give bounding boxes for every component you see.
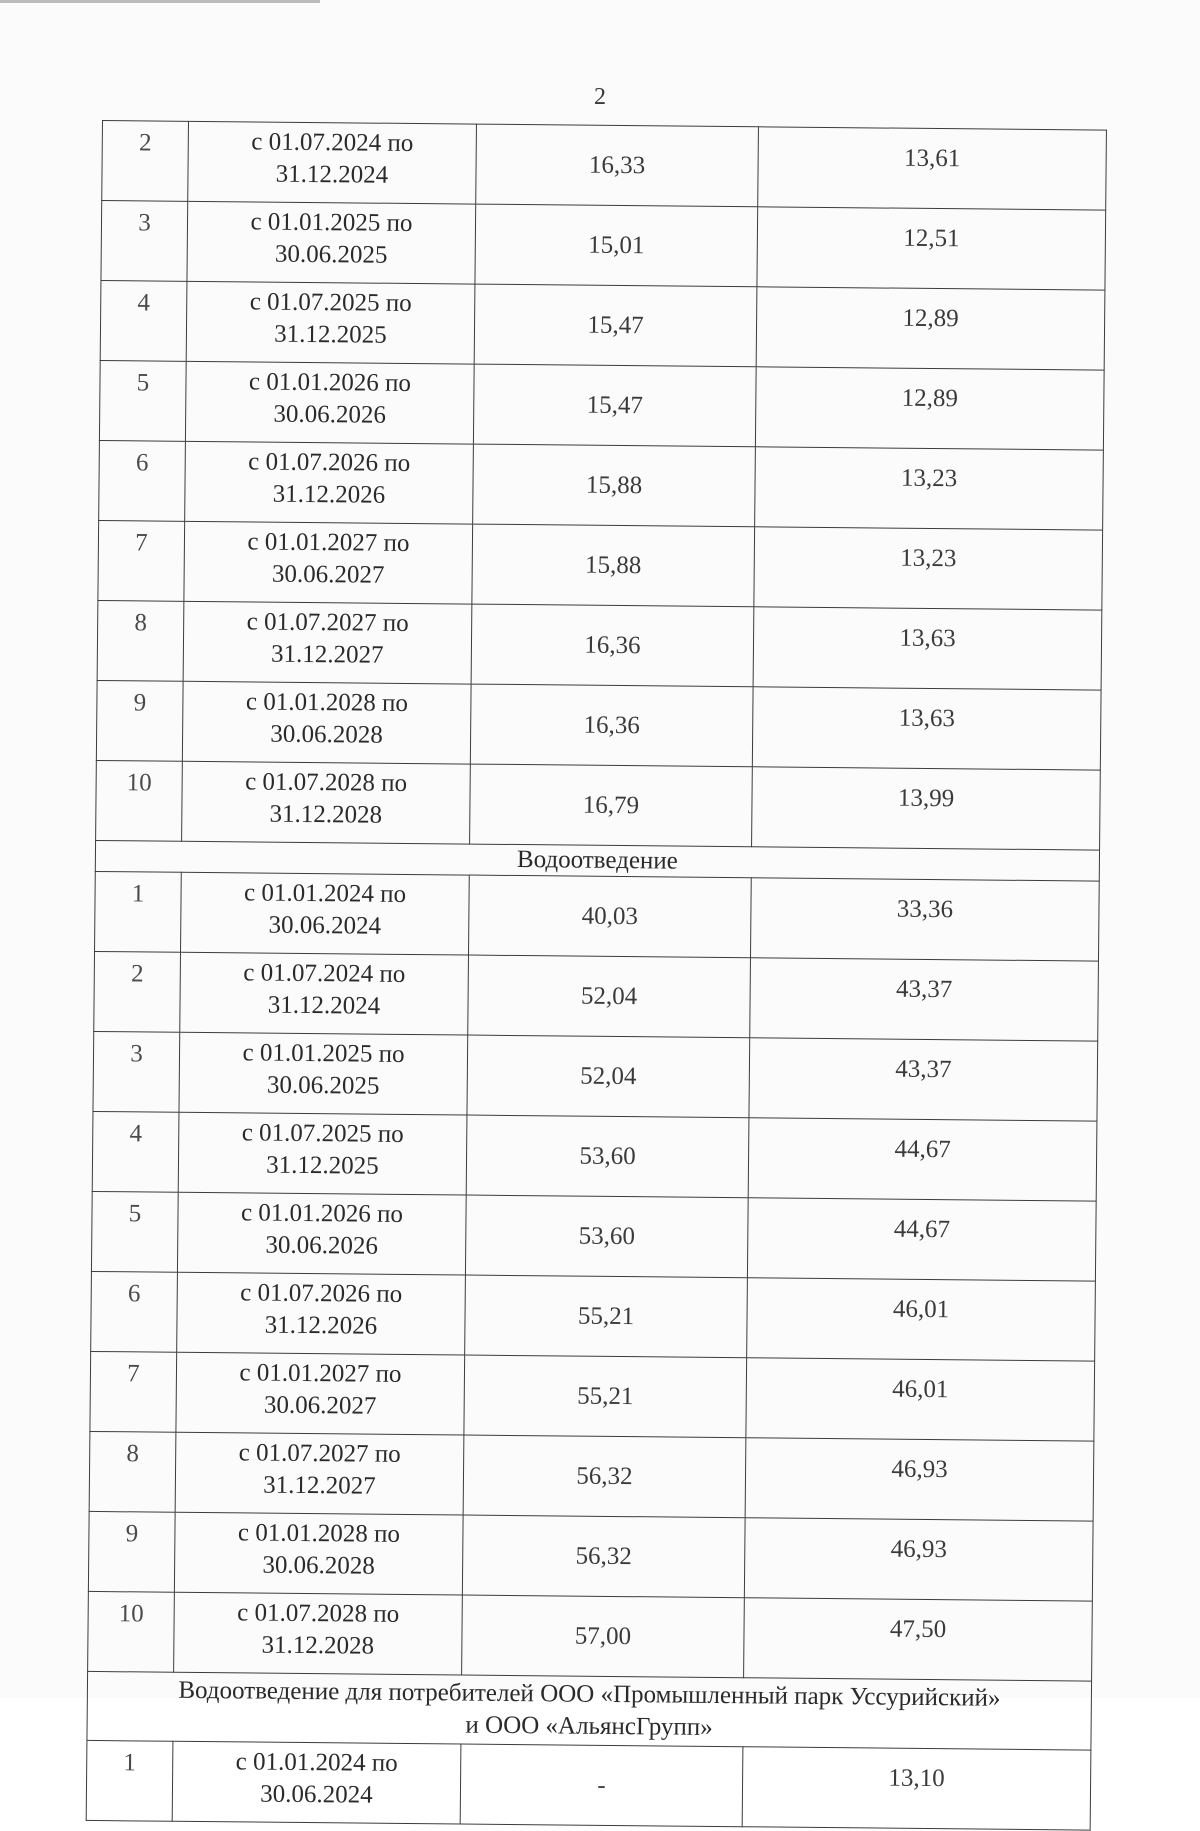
tariff-table-wrapper [86, 120, 1106, 1831]
row-number: 1 [86, 1740, 173, 1821]
tariff-value-2: 12,89 [755, 367, 1104, 450]
period-cell [188, 121, 477, 204]
period-from: с 01.07.2026 по [240, 1279, 403, 1308]
tariff-value-2: 13,23 [755, 447, 1104, 530]
period-cell [182, 681, 471, 764]
row-number: 5 [99, 360, 186, 441]
period-cell [179, 1032, 468, 1115]
row-number: 1 [95, 871, 182, 952]
period-to: 30.06.2027 [271, 560, 385, 589]
period-cell [178, 1112, 467, 1195]
period-to: 31.12.2027 [263, 1471, 376, 1500]
row-number: 4 [92, 1111, 179, 1192]
period-from: с 01.07.2024 по [243, 959, 406, 988]
section-row [87, 1671, 1092, 1750]
row-number: 8 [89, 1431, 176, 1512]
period-cell [187, 201, 476, 284]
tariff-value-2: 46,93 [744, 1518, 1093, 1601]
period-cell [174, 1512, 463, 1595]
tariff-value-1: 56,32 [462, 1515, 745, 1598]
period-from: с 01.01.2028 по [237, 1519, 401, 1548]
period-to: 30.06.2028 [262, 1551, 376, 1580]
tariff-value-2: 43,37 [750, 958, 1099, 1041]
tariff-value-2: 43,37 [749, 1038, 1098, 1121]
table-row [94, 951, 1099, 1041]
period-to: 30.06.2024 [260, 1780, 373, 1809]
period-cell [180, 952, 469, 1035]
table-row [100, 280, 1105, 370]
row-number: 3 [101, 201, 188, 282]
tariff-value-1: 56,32 [463, 1435, 746, 1518]
tariff-value-1: 15,88 [472, 524, 755, 607]
period-from: с 01.07.2025 по [241, 1119, 404, 1148]
period-from: с 01.01.2025 по [242, 1039, 405, 1068]
period-to: 31.12.2027 [271, 640, 384, 669]
period-cell [174, 1592, 463, 1675]
group-3-header [87, 1671, 1092, 1750]
tariff-value-2: 13,63 [753, 607, 1102, 690]
table-row [101, 201, 1106, 291]
tariff-value-2: 44,67 [747, 1198, 1096, 1281]
period-from: с 01.01.2025 по [250, 208, 413, 237]
period-cell [186, 281, 475, 364]
tariff-value-2: 13,10 [742, 1747, 1091, 1830]
tariff-value-2: 47,50 [744, 1598, 1093, 1681]
period-to: 31.12.2028 [261, 1631, 375, 1660]
tariff-value-2: 12,51 [757, 207, 1106, 290]
tariff-value-2: 33,36 [750, 878, 1099, 961]
period-from: с 01.07.2025 по [249, 288, 412, 317]
tariff-value-1: 55,21 [464, 1355, 747, 1438]
tariff-value-2: 12,89 [756, 287, 1105, 370]
table-row [89, 1431, 1094, 1521]
period-from: с 01.01.2026 по [240, 1199, 404, 1228]
table-row [102, 121, 1107, 211]
period-to: 30.06.2024 [268, 911, 382, 940]
period-cell [176, 1352, 465, 1435]
table-row [88, 1591, 1093, 1681]
tariff-value-1: 16,33 [476, 124, 759, 207]
tariff-value-1: - [460, 1744, 743, 1827]
period-to: 30.06.2025 [274, 240, 388, 269]
section-title-wastewater: Водоотведение [95, 840, 1099, 881]
tariff-value-2: 46,01 [747, 1278, 1096, 1361]
tariff-value-1: 52,04 [468, 955, 751, 1038]
period-cell [184, 521, 473, 604]
row-number: 8 [97, 600, 184, 681]
period-to: 31.12.2025 [266, 1151, 379, 1180]
period-from: с 01.07.2027 по [238, 1439, 401, 1468]
tariff-value-1: 52,04 [467, 1035, 750, 1118]
period-to: 30.06.2026 [265, 1231, 379, 1260]
row-number: 6 [91, 1271, 178, 1352]
period-cell [185, 441, 474, 524]
table-row [96, 680, 1101, 770]
tariff-value-2: 13,23 [754, 527, 1103, 610]
table-row [92, 1111, 1097, 1201]
tariff-value-2: 13,63 [752, 687, 1101, 770]
row-number: 7 [90, 1351, 177, 1432]
table-row [88, 1511, 1093, 1601]
group-3-body [86, 1740, 1091, 1830]
row-number: 4 [100, 280, 187, 361]
scan-edge-mark [0, 0, 320, 3]
tariff-value-1: 55,21 [465, 1275, 748, 1358]
table-row [93, 1031, 1098, 1121]
tariff-value-1: 16,36 [471, 604, 754, 687]
period-cell [183, 601, 472, 684]
row-number: 10 [88, 1591, 175, 1672]
period-cell [177, 1192, 466, 1275]
period-to: 30.06.2026 [273, 400, 387, 429]
tariff-value-2: 13,61 [758, 127, 1107, 210]
period-from: с 01.07.2024 по [251, 128, 414, 157]
period-to: 31.12.2025 [274, 320, 387, 349]
tariff-value-2: 44,67 [748, 1118, 1097, 1201]
period-cell [185, 361, 474, 444]
tariff-value-1: 15,47 [474, 284, 757, 367]
table-row [96, 760, 1101, 850]
group-2-body [88, 871, 1100, 1681]
period-cell [175, 1432, 464, 1515]
tariff-value-1: 16,79 [470, 764, 753, 847]
table-row [95, 871, 1100, 961]
tariff-table [86, 120, 1107, 1831]
row-number: 2 [102, 121, 189, 202]
tariff-value-1: 15,01 [475, 204, 758, 287]
table-row [90, 1351, 1095, 1441]
period-to: 31.12.2024 [275, 160, 389, 189]
table-row [97, 600, 1102, 690]
row-number: 5 [91, 1191, 178, 1272]
period-from: с 01.07.2026 по [248, 448, 411, 477]
tariff-value-1: 15,47 [473, 364, 756, 447]
section-title-line-1: Водоотведение для потребителей ООО «Промышленный парк Уссурийский» [178, 1676, 1001, 1712]
period-from: с 01.07.2028 по [237, 1599, 400, 1628]
period-from: с 01.01.2028 по [245, 688, 409, 717]
row-number: 9 [96, 680, 183, 761]
period-from: с 01.07.2028 по [245, 768, 408, 797]
table-row [98, 520, 1103, 610]
period-cell [177, 1272, 466, 1355]
tariff-value-2: 13,99 [752, 767, 1101, 850]
section-title-line-2: и ООО «АльянсГрупп» [465, 1711, 713, 1741]
row-number: 6 [99, 440, 186, 521]
table-row [91, 1191, 1096, 1281]
period-to: 30.06.2028 [270, 720, 383, 749]
period-from: с 01.01.2024 по [235, 1748, 398, 1777]
period-to: 31.12.2028 [269, 800, 383, 829]
row-number: 10 [96, 760, 183, 841]
row-number: 2 [94, 951, 181, 1032]
table-row [99, 360, 1104, 450]
section-title-industrial-park [87, 1671, 1092, 1750]
table-row [86, 1740, 1091, 1830]
table-row [91, 1271, 1096, 1361]
tariff-value-1: 15,88 [473, 444, 756, 527]
period-cell [182, 761, 471, 844]
period-from: с 01.01.2027 по [239, 1359, 402, 1388]
row-number: 3 [93, 1031, 180, 1112]
page-number: 2 [594, 84, 606, 110]
period-to: 30.06.2027 [263, 1391, 377, 1420]
tariff-value-1: 40,03 [469, 875, 752, 958]
tariff-value-1: 53,60 [466, 1115, 749, 1198]
tariff-value-1: 53,60 [465, 1195, 748, 1278]
row-number: 7 [98, 520, 185, 601]
tariff-value-2: 46,01 [746, 1358, 1095, 1441]
group-1-body [96, 121, 1107, 851]
row-number: 9 [88, 1511, 175, 1592]
period-to: 31.12.2024 [267, 991, 381, 1020]
period-to: 31.12.2026 [264, 1311, 378, 1340]
period-from: с 01.01.2027 по [247, 528, 410, 557]
period-from: с 01.01.2024 по [243, 879, 407, 908]
period-cell [181, 872, 470, 955]
period-from: с 01.01.2026 по [248, 368, 412, 397]
table-row [99, 440, 1104, 530]
tariff-value-2: 46,93 [745, 1438, 1094, 1521]
tariff-value-1: 16,36 [470, 684, 753, 767]
period-to: 31.12.2026 [272, 480, 386, 509]
tariff-value-1: 57,00 [462, 1595, 745, 1678]
period-to: 30.06.2025 [266, 1071, 380, 1100]
period-from: с 01.07.2027 по [246, 608, 409, 637]
period-cell [172, 1741, 461, 1824]
